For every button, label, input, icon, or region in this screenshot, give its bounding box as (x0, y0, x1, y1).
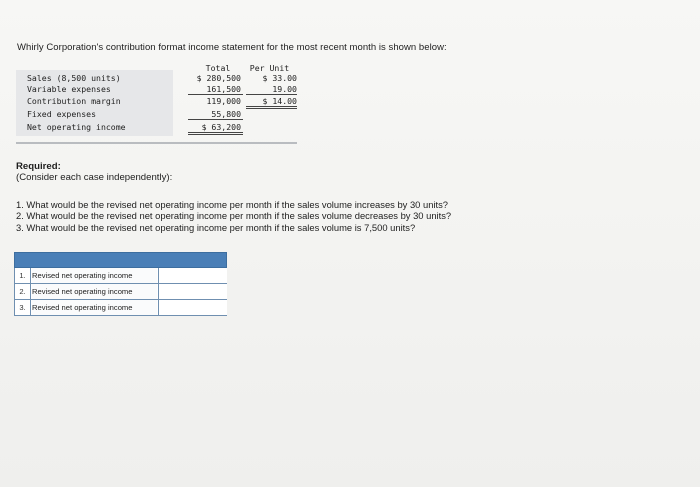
row-unit-contribution-margin: $ 14.00 (262, 96, 297, 106)
double-underline-total-1 (188, 132, 243, 133)
answer-table-header (14, 252, 227, 268)
answer-label-1: Revised net operating income (32, 268, 157, 283)
question-list (16, 199, 451, 233)
column-header-total: Total (205, 63, 231, 73)
question-1: 1. What would be the revised net operating income per month if the sales volume increases by 30 units? (16, 199, 449, 210)
statement-bottom-rule (16, 142, 297, 144)
underline-unit-variable (246, 94, 297, 95)
double-underline-unit-1 (246, 106, 297, 107)
double-underline-total-2 (188, 134, 243, 135)
underline-total-fixed (188, 119, 243, 120)
row-total-net-operating-income: $ 63,200 (201, 122, 241, 132)
row-label-contribution-margin: Contribution margin (27, 96, 121, 106)
column-header-per-unit: Per Unit (249, 63, 290, 73)
answer-row-3 (14, 300, 227, 316)
row-total-variable-expenses: 161,500 (206, 84, 241, 94)
answer-table (14, 252, 227, 316)
required-note: (Consider each case independently): (16, 172, 173, 183)
row-label-variable-expenses: Variable expenses (27, 84, 111, 94)
answer-label-3: Revised net operating income (32, 300, 157, 315)
row-unit-sales: $ 33.00 (262, 73, 297, 83)
answer-input-1[interactable] (158, 268, 227, 283)
row-unit-variable-expenses: 19.00 (272, 84, 297, 94)
required-title: Required: (16, 161, 61, 172)
underline-total-variable (188, 94, 243, 95)
row-total-contribution-margin: 119,000 (206, 96, 241, 106)
question-2: 2. What would be the revised net operating income per month if the sales volume decreases by 30 units? (16, 210, 452, 222)
answer-index-3: 3. (15, 300, 31, 315)
question-3: 3. What would be the revised net operating income per month if the sales volume is 7,500 units? (16, 221, 416, 233)
row-label-net-operating-income: Net operating income (27, 122, 126, 132)
required-section (16, 161, 172, 183)
answer-input-2[interactable] (158, 284, 227, 299)
answer-index-1: 1. (15, 268, 31, 283)
answer-label-2: Revised net operating income (32, 284, 157, 299)
double-underline-unit-2 (246, 108, 297, 109)
row-total-sales: $ 280,500 (196, 73, 241, 83)
row-total-fixed-expenses: 55,800 (211, 109, 241, 119)
answer-row-2 (14, 284, 227, 300)
answer-row-1 (14, 268, 227, 284)
income-statement (16, 63, 297, 145)
answer-index-2: 2. (15, 284, 31, 299)
row-label-sales: Sales (8,500 units) (27, 73, 121, 83)
row-label-fixed-expenses: Fixed expenses (27, 109, 97, 119)
intro-text: Whirly Corporation's contribution format income statement for the most recent month is shown below: (17, 42, 447, 53)
answer-input-3[interactable] (158, 300, 227, 315)
